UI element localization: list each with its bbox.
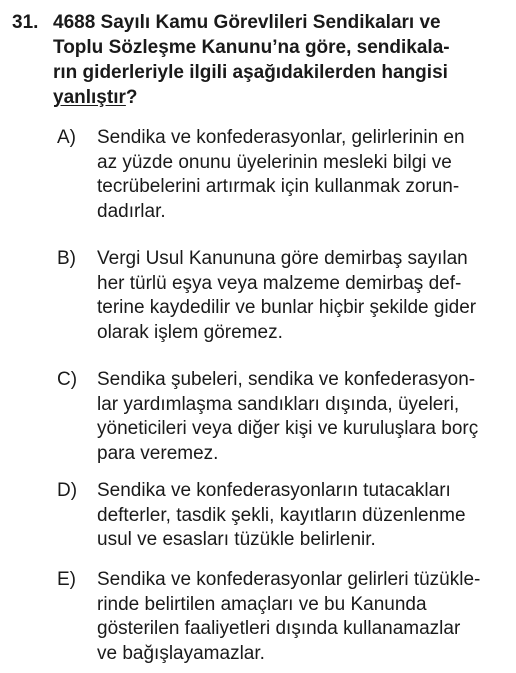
- option-line: tecrübelerini artırmak için kullanmak zorun-: [97, 176, 460, 197]
- option-line: olarak işlem göremez.: [97, 321, 283, 343]
- question-number: 31.: [12, 12, 39, 33]
- option-label: C): [57, 369, 78, 390]
- option-line: gösterilen faaliyetleri dışında kullanamazlar: [97, 618, 461, 639]
- option-line: para veremez.: [97, 442, 219, 464]
- option-line: defterler, tasdik şekli, kayıtların düzenlenme: [97, 504, 466, 526]
- option-line: terine kaydedilir ve bunlar hiçbir şekilde gider: [97, 297, 477, 318]
- option-line: ve bağışlayamazlar.: [97, 642, 265, 664]
- option-line: az yüzde onunu üyelerinin mesleki bilgi ve: [97, 151, 452, 173]
- option-text: [97, 479, 507, 553]
- stem-line: Toplu Sözleşme Kanunu’na göre, sendikala-: [53, 37, 450, 58]
- stem-line-last: [53, 85, 493, 110]
- option-line: lar yardımlaşma sandıkları dışında, üyeleri,: [97, 393, 460, 415]
- stem-line: rın giderleriyle ilgili aşağıdakilerden hangisi: [53, 62, 448, 83]
- option-text: [97, 247, 507, 345]
- option-line: Sendika ve konfederasyonlar gelirleri tüzükle-: [97, 569, 481, 590]
- option-label: B): [57, 248, 76, 269]
- option-label: E): [57, 569, 76, 590]
- option-line: rinde belirtilen amaçları ve bu Kanunda: [97, 593, 427, 615]
- option-line: Sendika ve konfederasyonlar, gelirlerinin en: [97, 127, 465, 148]
- option-label: A): [57, 127, 76, 148]
- stem-emphasis: yanlıştır: [53, 87, 126, 108]
- stem-question-mark: ?: [125, 87, 138, 108]
- option-line: her türlü eşya veya malzeme demirbaş def-: [97, 272, 462, 294]
- option-text: [97, 368, 507, 466]
- option-line: usul ve esasları tüzükle belirlenir.: [97, 529, 376, 550]
- option-line: yöneticileri veya diğer kişi ve kuruluşlara borç: [97, 418, 479, 439]
- option-line: dadırlar.: [97, 200, 166, 222]
- option-line: Sendika şubeleri, sendika ve konfederasyon-: [97, 369, 476, 390]
- stem-line: 4688 Sayılı Kamu Görevlileri Sendikaları ve: [53, 12, 441, 33]
- option-text: [97, 126, 507, 224]
- question-stem: [53, 10, 493, 110]
- option-line: Vergi Usul Kanununa göre demirbaş sayılan: [97, 248, 468, 269]
- option-text: [97, 568, 507, 666]
- option-line: Sendika ve konfederasyonların tutacakları: [97, 480, 451, 501]
- option-label: D): [57, 480, 78, 501]
